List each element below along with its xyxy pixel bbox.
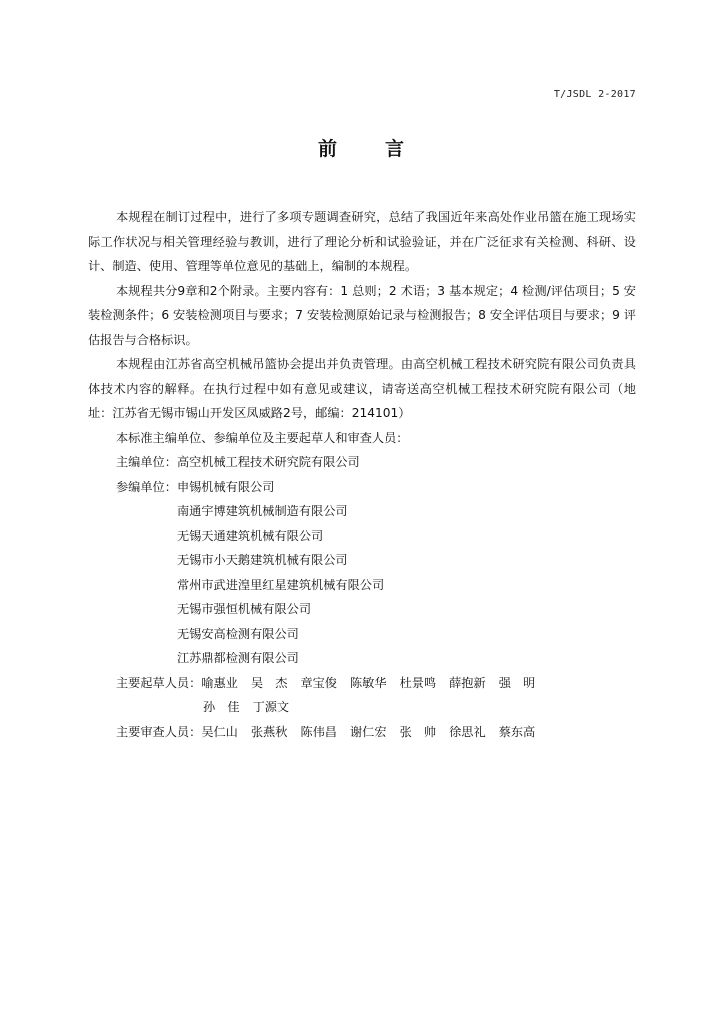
reviewer-name: 陈伟昌	[300, 724, 337, 739]
reviewer-name: 谢仁宏	[350, 724, 387, 739]
co-editor-item: 江苏鼎都检测有限公司	[177, 651, 299, 665]
co-editor-item: 常州市武进湟里红星建筑机械有限公司	[177, 577, 385, 592]
drafters-label: 主要起草人员：	[116, 675, 202, 690]
reviewer-name: 张 帅	[399, 724, 437, 739]
co-editor-item: 无锡安高检测有限公司	[177, 626, 299, 641]
co-editor-label: 参编单位：	[116, 479, 177, 494]
drafter-name: 杜景鸣	[399, 675, 437, 690]
reviewers-line	[88, 720, 636, 745]
drafter-name: 章宝俊	[300, 675, 337, 690]
reviewers-label: 主要审查人员：	[116, 724, 202, 739]
reviewer-name: 徐思礼	[449, 724, 486, 739]
drafters-line	[88, 671, 636, 696]
co-editor-item: 无锡市小天鹅建筑机械有限公司	[177, 553, 348, 567]
paragraph-management: 本规程由江苏省高空机械吊篮协会提出并负责管理。由高空机械工程技术研究院有限公司负责具体技术内容的解释。在执行过程中如有意见或建议，请寄送高空机械工程技术研究院有限公司（地址：江苏省无锡市锡山开发区凤威路2号，邮编：214101）	[88, 357, 636, 420]
co-editor-item: 无锡天通建筑机械有限公司	[177, 528, 324, 543]
co-editor-first: 申锡机械有限公司	[176, 479, 275, 494]
drafter-name: 强 明	[498, 675, 536, 690]
title-part-2: 言	[385, 138, 407, 160]
document-code: T/JSDL 2-2017	[553, 89, 636, 100]
reviewer-name: 吴仁山	[201, 724, 238, 739]
drafters-line-2	[88, 695, 636, 720]
reviewer-name: 蔡东高	[498, 724, 536, 739]
drafter-name: 薛抱新	[449, 675, 486, 690]
drafter-name: 喻惠业	[201, 675, 238, 690]
co-editor-item: 无锡市强恒机械有限公司	[177, 602, 312, 616]
co-editor-item: 南通宇博建筑机械制造有限公司	[177, 504, 348, 518]
drafter-name: 吴 杰	[250, 675, 288, 690]
paragraph-contents: 本规程共分9章和2个附录。主要内容有：1 总则；2 术语；3 基本规定；4 检测/评估项目；5 安装检测条件；6 安装检测项目与要求；7 安装检测原始记录与检测报告；8 安全评估项目与要求；9 评估报告与合格标识。	[88, 283, 636, 347]
chief-editor-line	[88, 450, 636, 475]
chief-editor-label: 主编单位：	[116, 455, 177, 469]
drafter-name: 丁源文	[252, 700, 290, 714]
reviewer-name: 张燕秋	[250, 724, 288, 739]
drafter-name: 孙 佳	[203, 700, 240, 714]
title-part-1: 前	[317, 138, 339, 160]
document-body	[88, 205, 636, 744]
units-intro: 本标准主编单位、参编单位及主要起草人和审查人员：	[116, 430, 409, 445]
paragraph-investigation: 本规程在制订过程中，进行了多项专题调查研究，总结了我国近年来高处作业吊篮在施工现场实际工作状况与相关管理经验与教训，进行了理论分析和试验验证，并在广泛征求有关检测、科研、设计、制造、使用、管理等单位意见的基础上，编制的本规程。	[88, 210, 636, 273]
drafter-name: 陈敏华	[350, 675, 387, 690]
page-title	[0, 134, 724, 161]
chief-editor-name: 高空机械工程技术研究院有限公司	[176, 455, 360, 469]
co-editor-line	[88, 475, 636, 500]
